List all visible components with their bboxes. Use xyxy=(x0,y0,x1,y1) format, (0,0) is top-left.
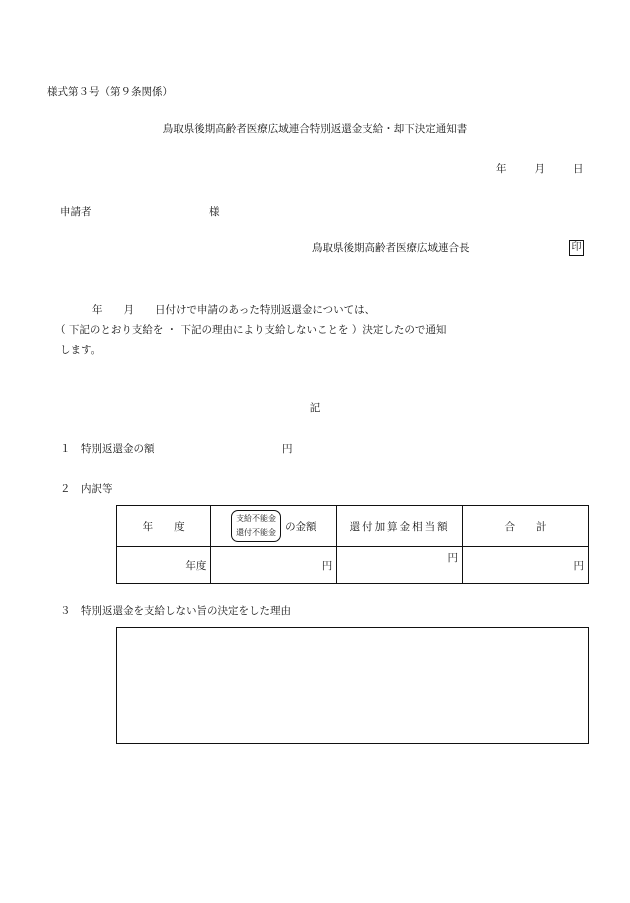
reason-box xyxy=(116,627,589,744)
cell-total: 円 xyxy=(463,547,589,584)
table-header-row xyxy=(117,506,589,547)
cell-unpaid-amount: 円 xyxy=(211,547,337,584)
cell-fiscal-year: 年度 xyxy=(117,547,211,584)
body-line-1: 年 月 日付けで申請のあった特別返還金については、 xyxy=(92,304,376,316)
amount-type-brace xyxy=(231,510,281,542)
section-1-label: １ 特別返還金の額 xyxy=(60,443,155,455)
applicant-honorific: 様 xyxy=(209,206,220,218)
date-day: 日 xyxy=(573,163,584,175)
issuer-name: 鳥取県後期高齢者医療広域連合長 xyxy=(312,242,470,254)
table-row xyxy=(117,547,589,584)
cell-refund-addition: 円 xyxy=(337,547,463,584)
section-2-label: ２ 内訳等 xyxy=(60,483,113,495)
header-total: 合 計 xyxy=(463,506,589,547)
applicant-label: 申請者 xyxy=(60,206,92,218)
body-line-3: します。 xyxy=(60,344,102,356)
body-line-2: （ 下記のとおり支給を ・ 下記の理由により支給しないことを ）決定したので通知 xyxy=(55,324,447,336)
brace-bottom-label: 還付不能金 xyxy=(236,528,277,537)
header-unpaid-amount xyxy=(211,506,337,547)
date-month: 月 xyxy=(534,163,545,175)
date-year: 年 xyxy=(496,163,507,175)
breakdown-table xyxy=(116,505,589,584)
header-refund-addition: 還付加算金相当額 xyxy=(337,506,463,547)
seal-mark: 印 xyxy=(569,240,584,256)
issue-date xyxy=(496,163,584,176)
section-1-unit: 円 xyxy=(282,443,293,455)
ki-heading: 記 xyxy=(309,402,321,414)
amount-suffix: の金額 xyxy=(285,520,317,533)
document-title: 鳥取県後期高齢者医療広域連合特別返還金支給・却下決定通知書 xyxy=(162,123,468,135)
form-number: 様式第３号（第９条関係） xyxy=(47,86,173,98)
header-fiscal-year: 年 度 xyxy=(117,506,211,547)
section-3-label: ３ 特別返還金を支給しない旨の決定をした理由 xyxy=(60,605,291,617)
brace-top-label: 支給不能金 xyxy=(236,514,277,523)
